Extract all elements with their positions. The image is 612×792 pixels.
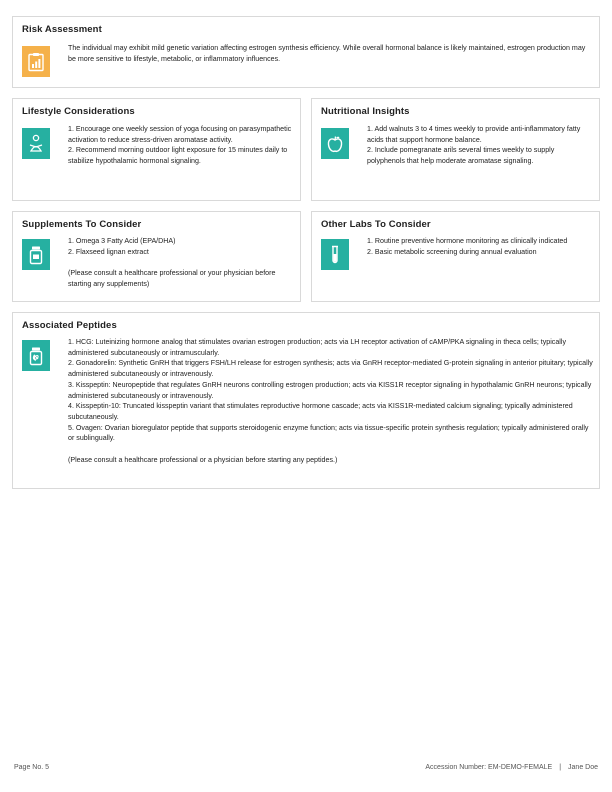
risk-assessment-title: Risk Assessment bbox=[22, 24, 102, 35]
peptides-list bbox=[68, 337, 593, 465]
labs-list bbox=[367, 236, 592, 257]
list-item: 1. Add walnuts 3 to 4 times weekly to provide anti-inflammatory fatty acids that support hormone balance. bbox=[367, 125, 581, 144]
supplements-list bbox=[68, 236, 293, 290]
nutrition-list bbox=[367, 124, 592, 167]
labs-title: Other Labs To Consider bbox=[321, 219, 431, 230]
list-item: 2. Basic metabolic screening during annual evaluation bbox=[367, 247, 537, 256]
clipboard-chart-icon bbox=[22, 46, 50, 77]
list-item: 2. Gonadorelin: Synthetic GnRH that triggers FSH/LH release for estrogen synthesis; acts via GnRH receptor-mediated G-protein signaling in anterior pituitary; typically administered subcutaneously or intravenously. bbox=[68, 359, 593, 379]
list-item: 1. HCG: Luteinizing hormone analog that stimulates ovarian estrogen production; acts via LH receptor activation of cAMP/PKA signaling in theca cells; typically administered subcutaneously or intramuscularly. bbox=[68, 338, 567, 357]
list-item: 2. Recommend morning outdoor light exposure for 15 minutes daily to stabilize hypothalamic hormonal signaling. bbox=[68, 146, 288, 166]
supplements-note: (Please consult a healthcare professional or your physician before starting any supplements) bbox=[68, 269, 276, 288]
risk-assessment-card bbox=[12, 16, 600, 88]
person-yoga-icon bbox=[22, 128, 50, 159]
list-item: 2. Flaxseed lignan extract bbox=[68, 247, 149, 256]
supplements-card bbox=[12, 211, 301, 302]
supplements-title: Supplements To Consider bbox=[22, 219, 142, 230]
lifestyle-title: Lifestyle Considerations bbox=[22, 106, 135, 117]
accession-number: Accession Number: EM-DEMO-FEMALE bbox=[425, 764, 553, 771]
peptides-title: Associated Peptides bbox=[22, 320, 117, 331]
list-item: 4. Kisspeptin-10: Truncated kisspeptin variant that stimulates reproductive hormone cascade; acts via KISS1R-mediated calcium signaling; typically administered subcutaneously. bbox=[68, 402, 573, 421]
peptides-card bbox=[12, 312, 600, 489]
list-item: 5. Ovagen: Ovarian bioregulator peptide that supports steroidogenic enzyme function; acts via tissue-specific protein synthesis regulation; typically administered orally or sublingually. bbox=[68, 423, 589, 443]
list-item: 3. Kisspeptin: Neuropeptide that regulates GnRH neurons controlling estrogen production; acts via KISS1R receptor signaling in hypothalamic GnRH neurons; typically administered subcutaneously or intravenously. bbox=[68, 380, 592, 400]
supplement-bottle-icon bbox=[22, 239, 50, 270]
list-item: 2. Include pomegranate arils several times weekly to supply polyphenols that help moderate aromatase signaling. bbox=[367, 146, 555, 166]
list-item: 1. Routine preventive hormone monitoring as clinically indicated bbox=[367, 237, 568, 245]
lifestyle-card bbox=[12, 98, 301, 201]
page-number: Page No. 5 bbox=[14, 764, 50, 771]
apple-icon bbox=[321, 128, 349, 159]
medicine-jar-icon bbox=[22, 340, 50, 371]
nutrition-card bbox=[311, 98, 600, 201]
footer-separator: | bbox=[559, 764, 562, 771]
list-item: 1. Encourage one weekly session of yoga focusing on parasympathetic activation to reduce stress-driven aromatase activity. bbox=[68, 125, 292, 144]
peptides-note: (Please consult a healthcare professional or a physician before starting any peptides.) bbox=[68, 455, 338, 464]
nutrition-title: Nutritional Insights bbox=[321, 106, 410, 117]
patient-name: Jane Doe bbox=[568, 764, 598, 771]
lifestyle-list bbox=[68, 124, 293, 167]
risk-assessment-paragraph: The individual may exhibit mild genetic variation affecting estrogen synthesis efficiency. While overall hormonal balance is likely maintained, estrogen production may be more sensitive to lifestyle, metabolic, or inflammatory influences. bbox=[68, 44, 586, 63]
list-item: 1. Omega 3 Fatty Acid (EPA/DHA) bbox=[68, 237, 176, 245]
test-tube-icon bbox=[321, 239, 349, 270]
risk-assessment-text bbox=[68, 43, 588, 64]
footer-accession bbox=[425, 764, 598, 771]
labs-card bbox=[311, 211, 600, 302]
